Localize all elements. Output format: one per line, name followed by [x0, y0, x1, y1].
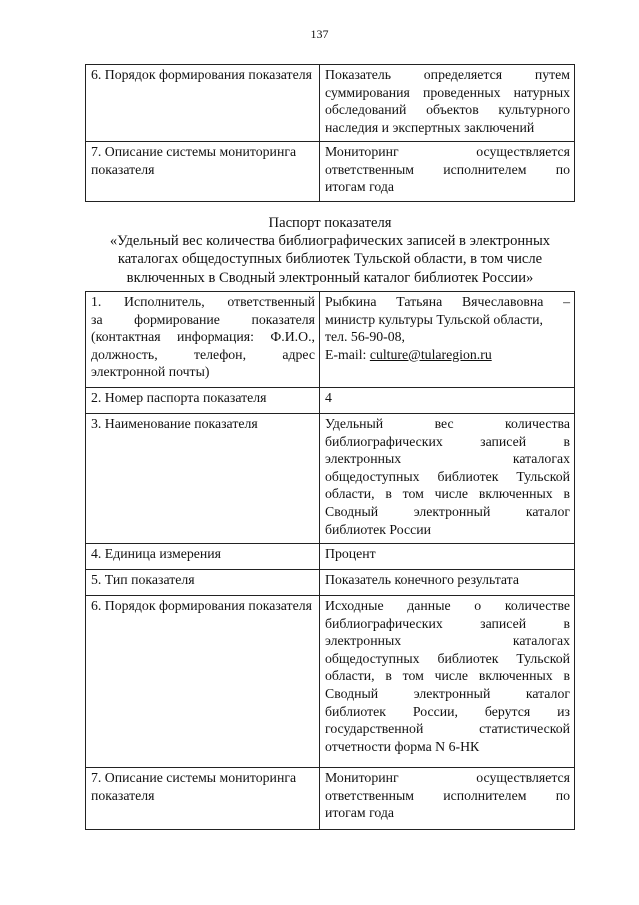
table-row	[86, 65, 575, 142]
row-label: 2. Номер паспорта показателя	[86, 388, 320, 414]
row-value: Мониторинг осуществляется ответственным исполнителем по итогам года	[320, 142, 575, 202]
row-value: Показатель конечного результата	[320, 570, 575, 596]
row-value: Мониторинг осуществляется ответственным исполнителем по итогам года	[320, 768, 575, 830]
page-number: 137	[310, 27, 329, 41]
email-link[interactable]: culture@tularegion.ru	[369, 346, 492, 362]
row-label: 1. Исполнитель, ответственный за формирование показателя (контактная информация: Ф.И.О., должность, телефон, адрес электронной почты)	[86, 292, 320, 388]
row-value: Процент	[320, 544, 575, 570]
row-value: Удельный вес количества библиографических записей в электронных каталогах общедоступных библиотек Тульской области, в том числе включенных в Сводный электронный каталог библиотек России	[320, 414, 575, 544]
row-label: 7. Описание системы мониторинга показателя	[86, 768, 320, 830]
row-label: 6. Порядок формирования показателя	[86, 65, 320, 142]
passport-subtitle-line: «Удельный вес количества библиографических записей в электронных	[109, 233, 551, 250]
row-label: 3. Наименование показателя	[86, 414, 320, 544]
passport-heading: Паспорт показателя	[268, 215, 392, 231]
passport-heading-block	[85, 214, 575, 287]
row-value: Рыбкина Татьяна Вячеславовна – министр культуры Тульской области, тел. 56-90-08, E-mail: culture@tularegion.ru	[320, 292, 575, 388]
row-label: 6. Порядок формирования показателя	[86, 596, 320, 768]
passport-subtitle-line: каталогах общедоступных библиотек Тульской области, в том числе	[117, 251, 543, 268]
row-value: 4	[320, 388, 575, 414]
row-label: 7. Описание системы мониторинга показателя	[86, 142, 320, 202]
row-value: Показатель определяется путем суммирования проведенных натурных обследований объектов культурного наследия и экспертных заключений	[320, 65, 575, 142]
table-row	[86, 544, 575, 570]
table-row	[86, 596, 575, 768]
row-label: 4. Единица измерения	[86, 544, 320, 570]
row-label: 5. Тип показателя	[86, 570, 320, 596]
table-row	[86, 570, 575, 596]
table-row	[86, 414, 575, 544]
indicator-table-continued	[85, 64, 575, 202]
row-value: Исходные данные о количестве библиографических записей в электронных каталогах общедоступных библиотек Тульской области, в том числе включенных в Сводный электронный каталог библиотек России, берутся из государственной статистической отчетности форма N 6-НК	[320, 596, 575, 768]
table-row	[86, 768, 575, 830]
table-row	[86, 142, 575, 202]
table-row	[86, 292, 575, 388]
indicator-passport-table	[85, 291, 575, 830]
passport-subtitle-line: включенных в Сводный электронный каталог библиотек России»	[126, 269, 534, 286]
table-row	[86, 388, 575, 414]
